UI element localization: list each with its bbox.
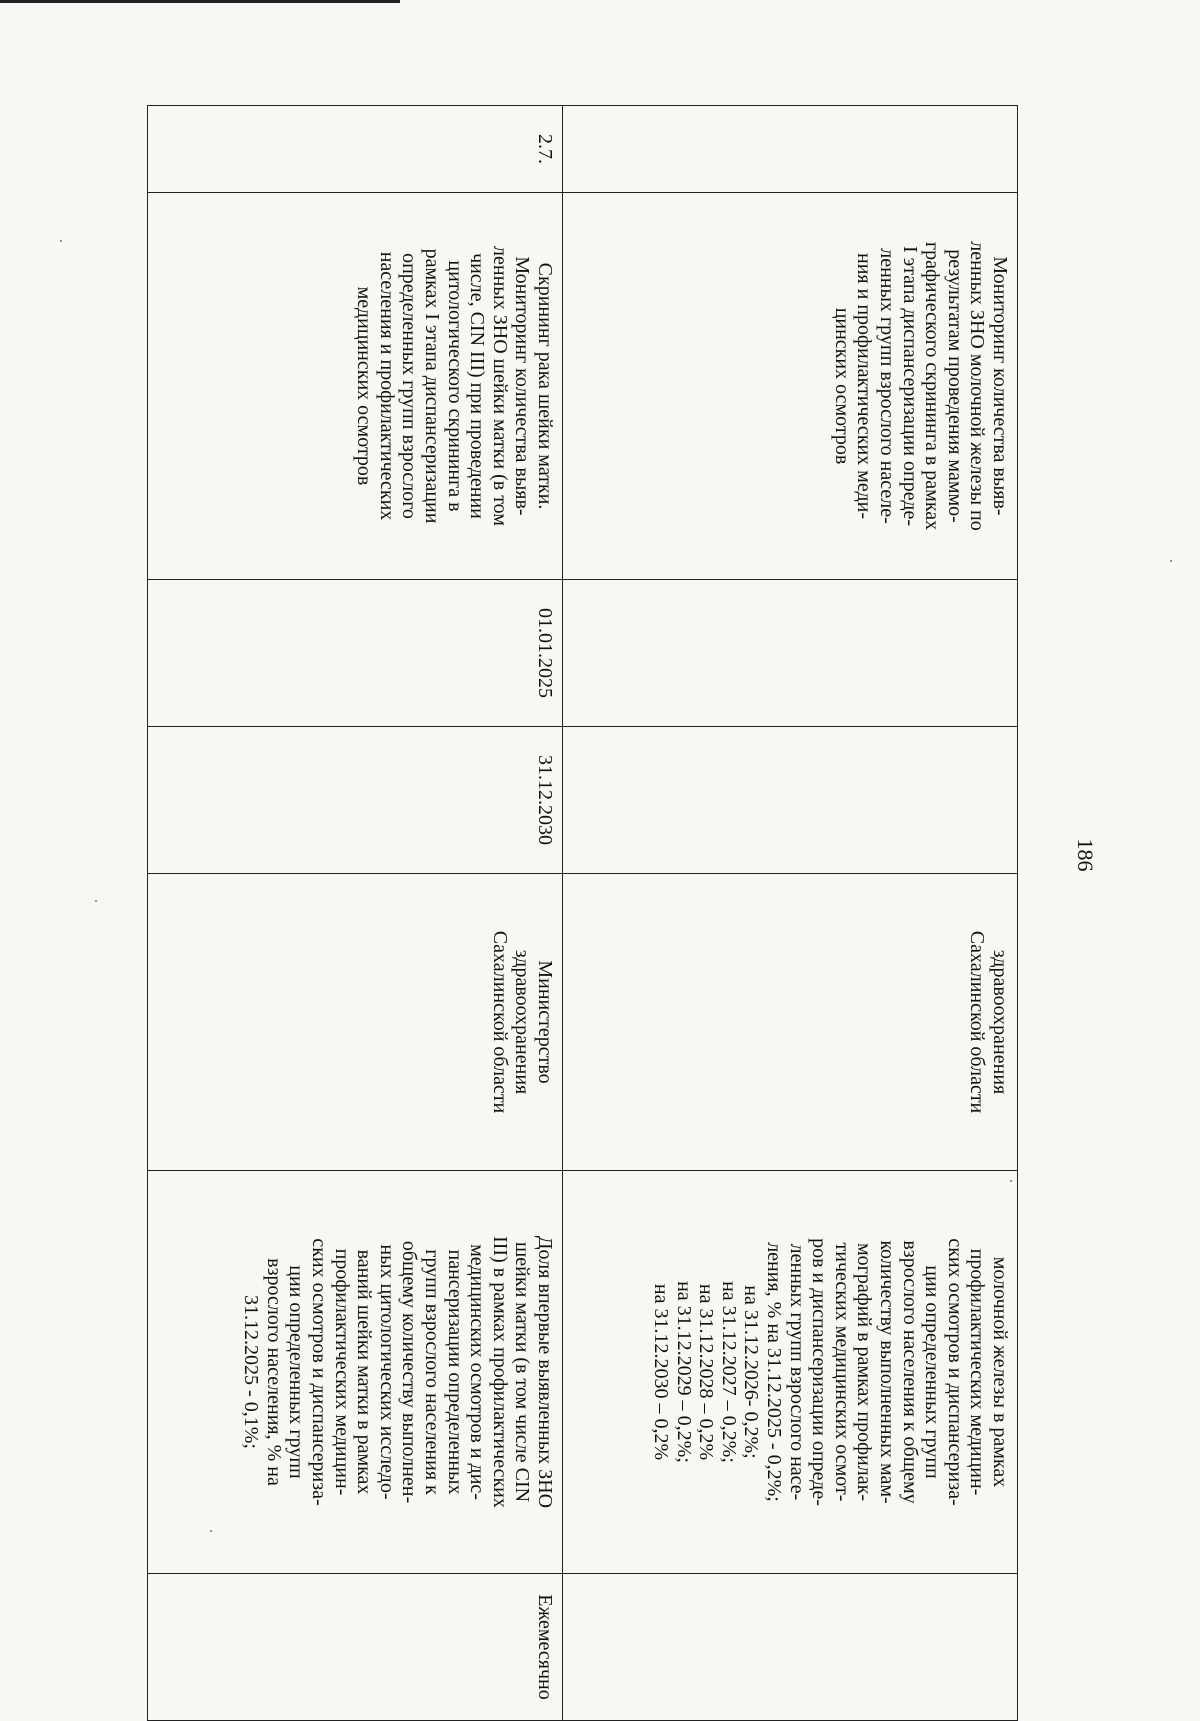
frequency: Ежемесячно	[148, 1574, 563, 1721]
responsible-executor: Министерство здравоохранения Сахалинской области	[148, 874, 563, 1171]
scan-speck	[210, 1530, 212, 1532]
measure-name: Мониторинг количества выяв- ленных ЗНО молочной железы по результатам проведения маммо- графического скрининга в рамках I этапа диспансеризации опреде- ленных групп взрослого населе- ния и профилактических меди- цинских осмотров	[563, 193, 1018, 580]
start-date: 01.01.2025	[148, 580, 563, 727]
row-number	[563, 106, 1018, 193]
page-number: 186	[1073, 838, 1098, 872]
table-row	[563, 106, 1018, 1721]
end-date	[563, 727, 1018, 874]
start-date	[563, 580, 1018, 727]
measure-name: Скрининг рака шейки матки. Мониторинг количества выяв- ленных ЗНО шейки матки (в том числе, CIN III) при проведении цитологического скрининга в рамках I этапа диспансеризации определенных групп взрослого населения и профилактических медицинских осмотров	[148, 193, 563, 580]
indicator: Доля впервые выявленных ЗНО шейки матки (в том числе CIN III) в рамках профилактических медицинских осмотров и дис- пансеризации определенных групп взрослого населения к общему количеству выполнен- ных цитологических исследо- ваний шейки матки в рамках профилактических медицин- ских осмотров и диспансериза- ции определенных групп взрослого населения, % на 31.12.2025 - 0,1%;	[148, 1171, 563, 1574]
rotated-table-container	[148, 105, 1018, 1700]
table-row	[148, 106, 563, 1721]
scan-speck	[95, 900, 97, 902]
scan-speck	[60, 240, 62, 242]
row-number: 2.7.	[148, 106, 563, 193]
top-rule	[0, 0, 400, 3]
frequency	[563, 1574, 1018, 1721]
responsible-executor: здравоохранения Сахалинской области	[563, 874, 1018, 1171]
end-date: 31.12.2030	[148, 727, 563, 874]
scan-speck	[1170, 560, 1172, 562]
measures-table	[147, 105, 1018, 1721]
scan-speck	[1010, 1180, 1012, 1182]
indicator: молочной железы в рамках профилактических медицин- ских осмотров и диспансериза- ции определенных групп взрослого населения к общему количеству выполненных мам- мографий в рамках профилак- тических медицинских осмот- ров и диспансеризации опреде- ленных групп взрослого насе- ления, % на 31.12.2025 - 0,2%; на 31.12.2026- 0,2%; на 31.12.2027 – 0,2%; на 31.12.2028 – 0,2% на 31.12.2029 – 0,2%; на 31.12.2030 – 0,2%	[563, 1171, 1018, 1574]
